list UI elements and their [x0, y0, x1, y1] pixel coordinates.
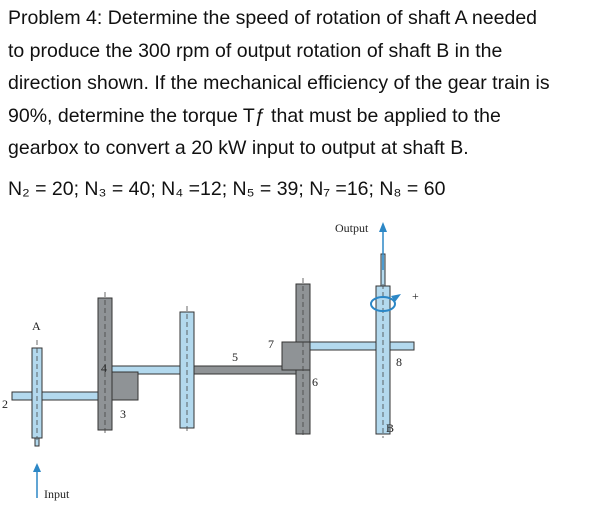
gear-6-label: 6 — [312, 375, 318, 389]
problem-line: 90%, determine the torque Tƒ that must be applied to the — [8, 104, 501, 127]
gear-4-label: 4 — [101, 361, 107, 375]
gear-train-diagram — [0, 208, 597, 516]
gear-4 — [112, 372, 138, 400]
gear-8-label: 8 — [396, 355, 402, 369]
shaft-2-3 — [12, 392, 112, 400]
problem-line: Problem 4: Determine the speed of rotation of shaft A needed — [8, 7, 538, 29]
gear-7 — [282, 342, 310, 370]
gear-2-label: 2 — [2, 397, 8, 411]
given-tooth-counts: N₂ = 20; N₃ = 40; N₄ =12; N₅ = 39; N₇ =16; N₈ = 60 — [8, 178, 446, 200]
problem-line: to produce the 300 rpm of output rotation of shaft B in the — [8, 39, 503, 62]
shaft-b-label: B — [386, 421, 395, 435]
gear-7-label: 7 — [268, 337, 274, 351]
input-arrow — [33, 463, 41, 498]
input-label: Input — [44, 487, 70, 501]
gear-3-label: 3 — [120, 407, 126, 421]
gear-5-label: 5 — [232, 350, 238, 364]
problem-statement — [8, 2, 593, 165]
output-label: Output — [335, 221, 369, 235]
shaft-a-label: A — [32, 319, 41, 333]
shaft-7-8 — [298, 342, 414, 350]
plus-sign: + — [412, 289, 419, 303]
problem-line: gearbox to convert a 20 kW input to output at shaft B. — [8, 137, 469, 159]
problem-line: direction shown. If the mechanical efficiency of the gear train is — [8, 72, 550, 94]
output-arrow — [379, 222, 387, 270]
